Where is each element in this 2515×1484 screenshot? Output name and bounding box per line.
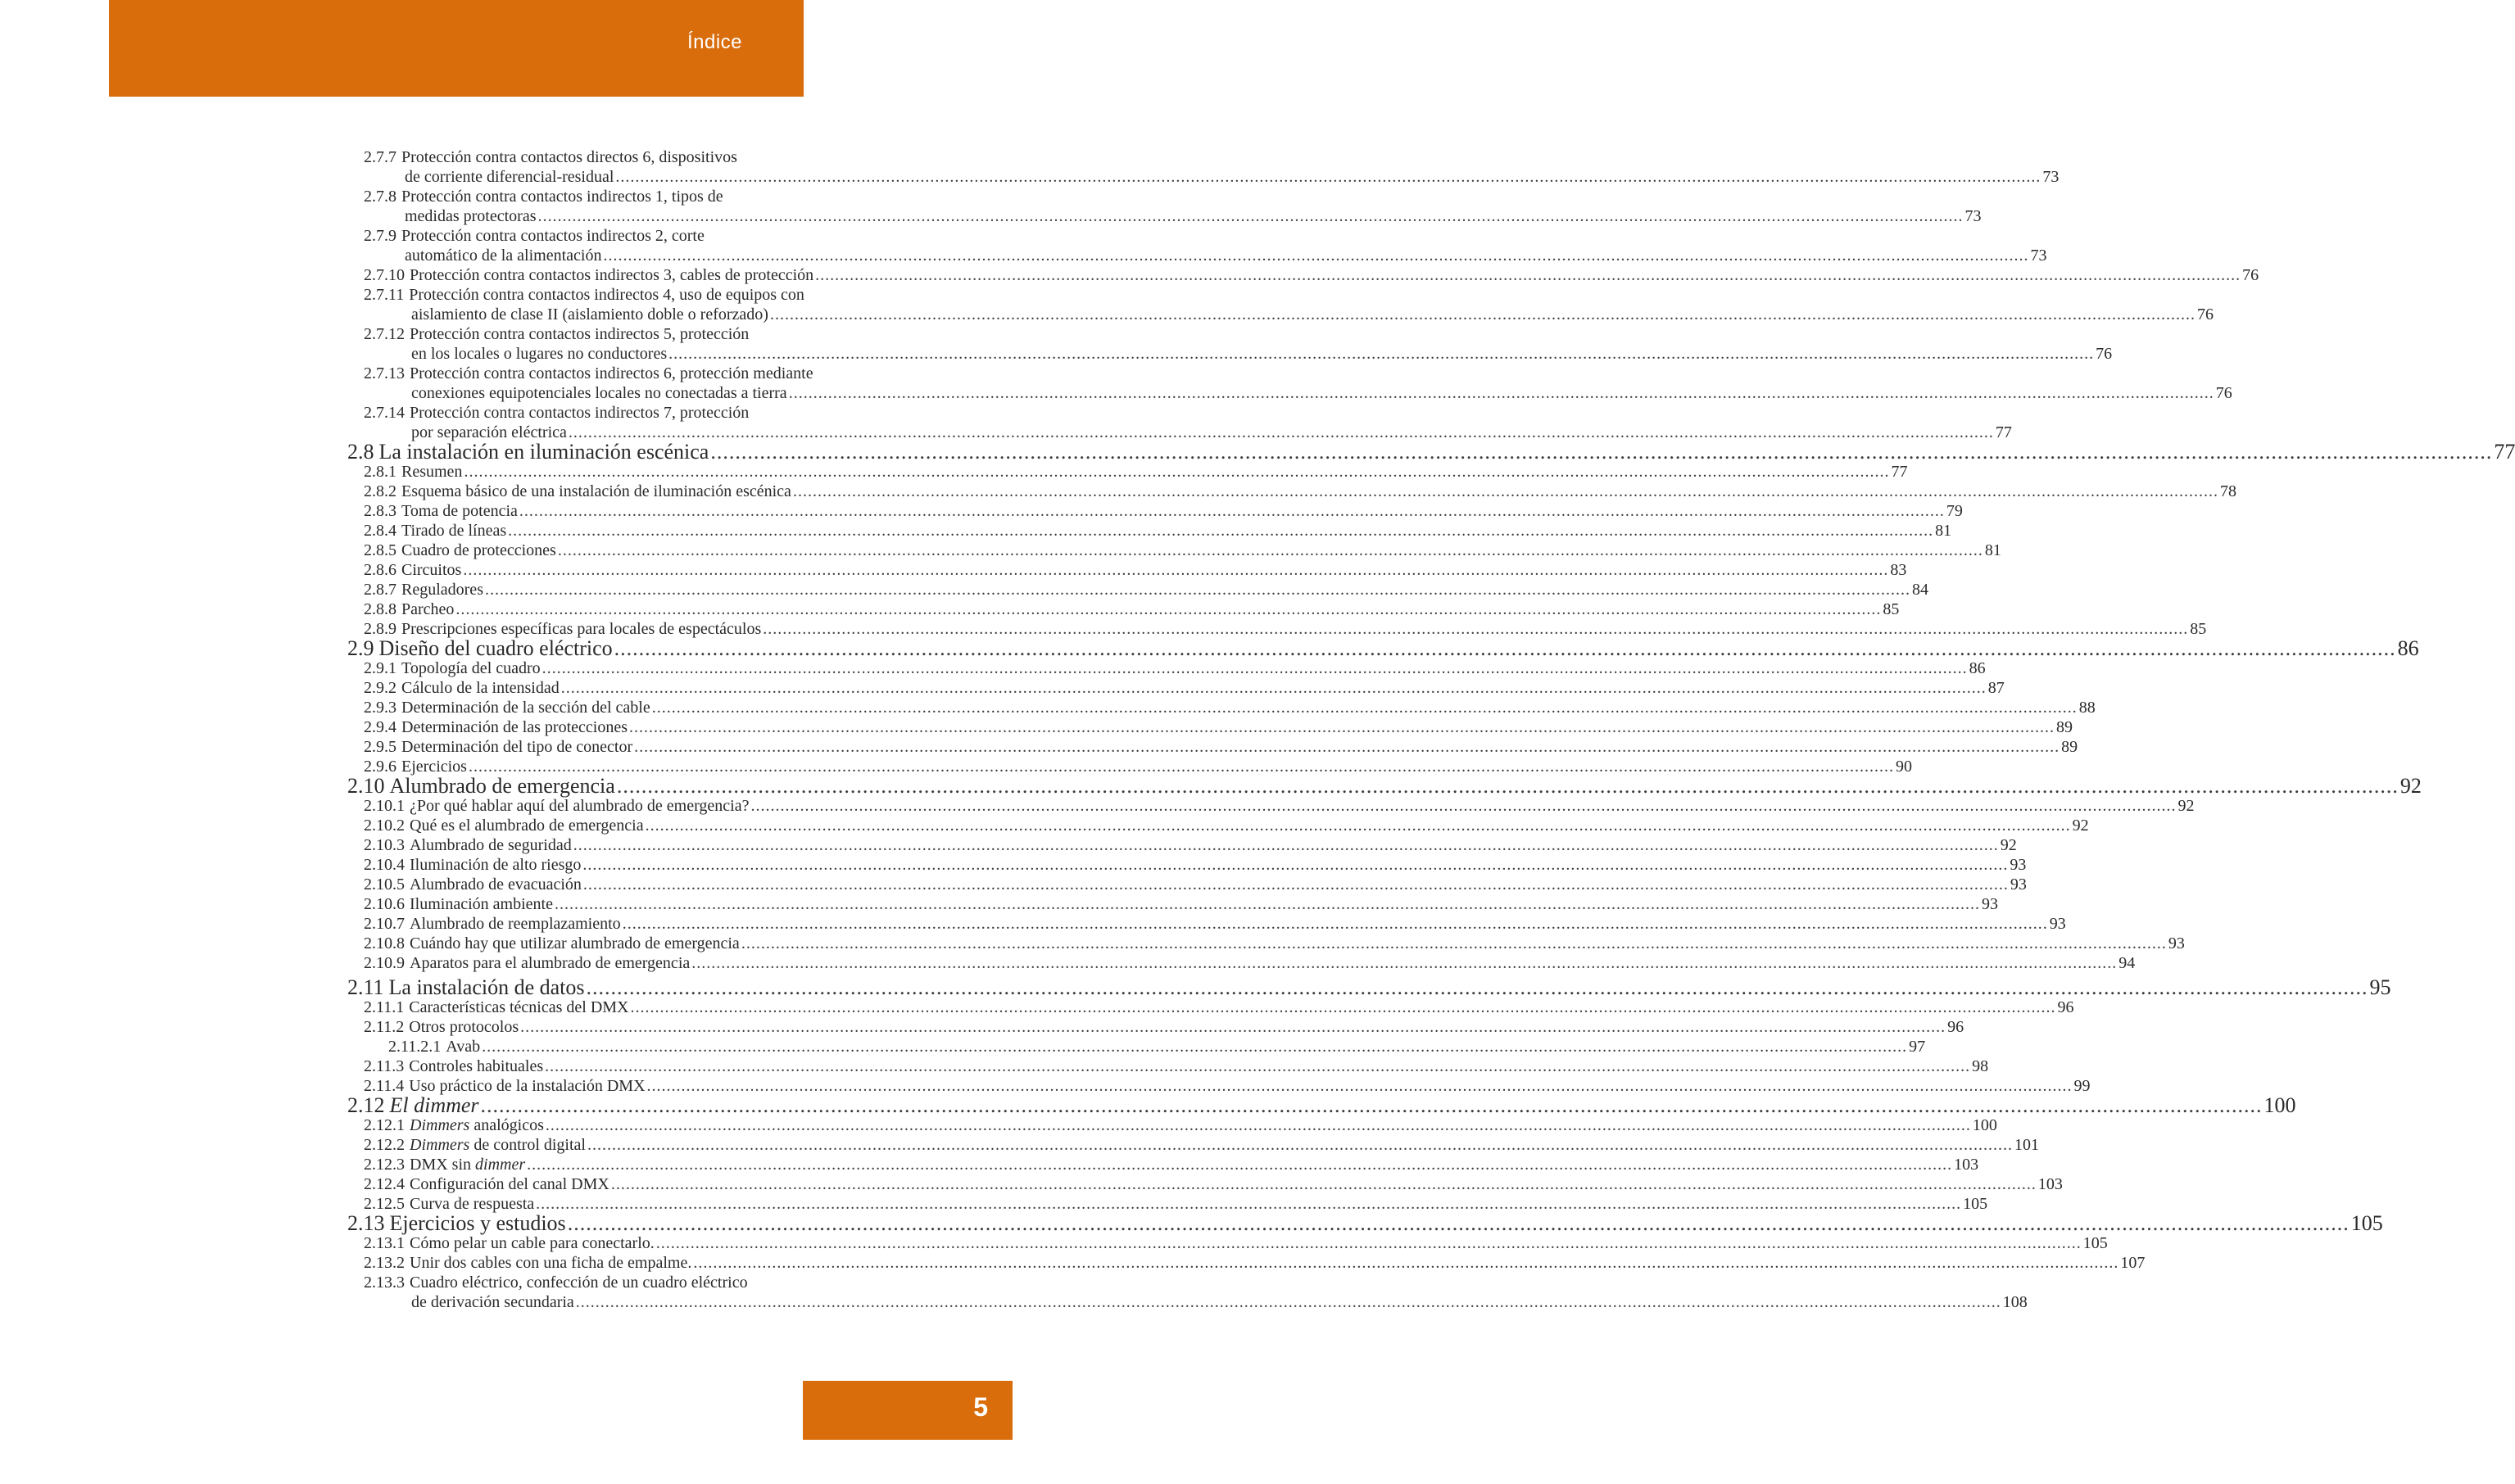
toc-leader-dots [617, 776, 2399, 796]
toc-entry-number: 2.8.8 [364, 600, 397, 618]
toc-entry-page: 97 [1909, 1038, 1926, 1056]
toc-entry-number: 2.8.7 [364, 581, 397, 599]
toc-leader-dots [508, 521, 1933, 541]
toc-entry-title: Protección contra contactos indirectos 7, protección [410, 404, 750, 422]
toc-entry-page: 105 [2350, 1211, 2383, 1235]
toc-entry-continuation[interactable] [346, 305, 2214, 324]
toc-entry-page: 85 [1883, 600, 1900, 618]
toc-entry[interactable] [346, 855, 2027, 875]
toc-entry-number: 2.7.7 [364, 148, 397, 166]
toc-leader-dots [668, 344, 2094, 364]
toc-entry[interactable] [346, 1037, 1926, 1056]
toc-entry-number: 2.10.6 [364, 895, 405, 913]
toc-entry-title: Configuración del canal DMX [410, 1175, 609, 1193]
toc-leader-dots [519, 501, 1945, 521]
toc-entry[interactable] [346, 521, 1952, 541]
toc-entry-page: 73 [2042, 168, 2060, 186]
toc-entry[interactable] [346, 364, 975, 383]
toc-entry-title [410, 1155, 525, 1174]
toc-leader-dots [561, 678, 1987, 698]
toc-entry[interactable] [346, 482, 2236, 501]
toc-entry-page: 77 [2494, 440, 2515, 464]
toc-entry[interactable] [346, 1017, 1964, 1037]
toc-entry-number: 2.8.2 [364, 482, 397, 500]
toc-entry-number: 2.12.3 [364, 1156, 405, 1174]
toc-entry-page: 73 [2030, 247, 2047, 265]
toc-leader-dots [555, 894, 1980, 914]
toc-entry-title-italic: dimmer [475, 1156, 526, 1174]
toc-entry-number: 2.11.3 [364, 1057, 405, 1075]
toc-leader-dots [691, 953, 2117, 973]
toc-entry-title: Parcheo [401, 600, 455, 618]
toc-entry-title: Protección contra contactos directos 6, dispositivos [401, 148, 737, 166]
toc-leader-dots [611, 1174, 2037, 1194]
toc-entry-title: ¿Por qué hablar aquí del alumbrado de emergencia? [410, 797, 750, 815]
toc-leader-dots [545, 1056, 1970, 1076]
toc-entry-title: Cuadro eléctrico, confección de un cuadro eléctrico [410, 1274, 748, 1292]
toc-entry-number: 2.12.4 [364, 1175, 405, 1193]
toc-entry-number: 2.8.4 [364, 522, 397, 540]
toc-entry[interactable] [346, 737, 2078, 757]
toc-entry-title-rest: analógicos [469, 1116, 544, 1134]
toc-leader-dots [741, 934, 2167, 953]
toc-entry-title: Cuadro de protecciones [401, 541, 556, 559]
toc-leader-dots [623, 914, 2048, 934]
toc-entry-page: 101 [2014, 1136, 2039, 1154]
toc-entry-page: 88 [2078, 699, 2096, 717]
toc-entry-number: 2.8.9 [364, 620, 397, 638]
toc-entry[interactable] [346, 462, 1908, 482]
toc-entry-title: Protección contra contactos indirectos 2, corte [401, 227, 705, 245]
toc-leader-dots [750, 796, 2176, 816]
toc-leader-dots [614, 639, 2396, 658]
toc-leader-dots [793, 482, 2218, 501]
toc-entry[interactable] [346, 226, 975, 246]
toc-leader-dots [558, 541, 1983, 560]
toc-entry-number: 2.11.1 [364, 998, 405, 1016]
toc-entry-title-continued: automático de la alimentación [405, 247, 602, 265]
toc-entry-page: 77 [1891, 463, 1908, 481]
toc-entry-title-continued: aislamiento de clase II (aislamiento doble o reforzado) [411, 305, 768, 323]
toc-entry[interactable] [346, 560, 1907, 580]
toc-entry-number: 2.11.2 [364, 1018, 405, 1036]
toc-leader-dots [710, 442, 2492, 462]
toc-entry[interactable] [346, 599, 1900, 619]
toc-entry-number: 2.8 [347, 440, 374, 464]
toc-leader-dots [615, 167, 2041, 187]
toc-entry-title: Determinación del tipo de conector [401, 738, 633, 756]
toc-entry-page: 94 [2118, 954, 2136, 972]
toc-entry-title: Determinación de las protecciones [401, 718, 628, 736]
toc-entry-title-rest: de control digital [469, 1136, 586, 1154]
toc-entry-number: 2.12.5 [364, 1195, 405, 1213]
toc-entry[interactable] [346, 541, 2001, 560]
toc-entry-page: 76 [2242, 266, 2259, 284]
toc-entry-title: Características técnicas del DMX [409, 998, 629, 1016]
toc-entry-number: 2.13.2 [364, 1254, 405, 1272]
toc-entry-number: 2.8.1 [364, 463, 397, 481]
toc-entry-continuation[interactable] [346, 1292, 2028, 1312]
toc-entry-page: 89 [2056, 718, 2073, 736]
page-number-box [803, 1381, 1013, 1440]
toc-entry-number: 2.9.3 [364, 699, 397, 717]
toc-entry[interactable] [346, 774, 2422, 798]
toc-entry-page: 76 [2196, 305, 2214, 323]
toc-entry-title: Alumbrado de emergencia [389, 774, 615, 798]
toc-entry-number: 2.10.4 [364, 856, 405, 874]
toc-leader-dots [629, 717, 2055, 737]
toc-leader-dots [482, 1037, 1907, 1056]
toc-entry[interactable] [346, 698, 2096, 717]
toc-entry-number: 2.7.11 [364, 286, 405, 304]
toc-entry-title: Protección contra contactos indirectos 4, uso de equipos con [409, 286, 804, 304]
toc-entry-page: 90 [1895, 758, 1912, 776]
toc-entry-title-continued: en los locales o lugares no conductores [411, 345, 668, 363]
toc-entry-page: 93 [1981, 895, 1998, 913]
page-number: 5 [973, 1392, 988, 1422]
toc-entry-number: 2.12.2 [364, 1136, 405, 1154]
toc-entry-page: 86 [1969, 659, 1986, 677]
toc-entry[interactable] [346, 636, 2419, 660]
toc-entry-title: Unir dos cables con una ficha de empalme. [410, 1254, 692, 1272]
toc-entry-page: 92 [2177, 797, 2195, 815]
toc-entry[interactable] [346, 1093, 2296, 1117]
toc-leader-dots [652, 698, 2078, 717]
toc-entry-number: 2.7.10 [364, 266, 405, 284]
toc-entry[interactable] [346, 1211, 2383, 1235]
toc-leader-dots [463, 560, 1888, 580]
toc-entry-title: Protección contra contactos indirectos 1, tipos de [401, 188, 723, 206]
toc-entry-title: Ejercicios [401, 758, 467, 776]
toc-leader-dots [546, 1115, 1971, 1135]
toc-entry-continuation[interactable] [346, 344, 2113, 364]
toc-entry-continuation[interactable] [346, 383, 2232, 403]
toc-leader-dots [542, 658, 1968, 678]
toc-entry-number: 2.12 [347, 1093, 385, 1117]
toc-entry[interactable] [346, 717, 2073, 737]
toc-entry[interactable] [346, 580, 1928, 599]
toc-entry-title: Alumbrado de reemplazamiento [410, 915, 621, 933]
toc-entry-page: 92 [2000, 836, 2017, 854]
toc-entry[interactable] [346, 1056, 1989, 1076]
toc-entry-number: 2.13 [347, 1211, 385, 1235]
toc-entry-page: 86 [2397, 636, 2419, 660]
toc-entry-number: 2.8.6 [364, 561, 397, 579]
toc-entry-title: Otros protocolos [409, 1018, 519, 1036]
toc-entry-title: Reguladores [401, 581, 483, 599]
toc-entry-number: 2.9.5 [364, 738, 397, 756]
toc-entry[interactable] [346, 1135, 2039, 1155]
toc-entry[interactable] [346, 678, 2005, 698]
toc-entry[interactable] [346, 796, 2195, 816]
header-bar [109, 0, 804, 97]
toc-entry-title: Curva de respuesta [410, 1195, 535, 1213]
toc-entry-title: Cálculo de la intensidad [401, 679, 560, 697]
toc-leader-dots [568, 1214, 2350, 1233]
toc-leader-dots [587, 978, 2368, 998]
toc-entry[interactable] [346, 1155, 1979, 1174]
toc-leader-dots [634, 737, 2060, 757]
toc-entry-title [410, 1135, 586, 1155]
toc-entry-page: 103 [1954, 1156, 1979, 1174]
toc-entry-title-continued: conexiones equipotenciales locales no conectadas a tierra [411, 384, 787, 402]
toc-entry-number: 2.8.3 [364, 502, 397, 520]
toc-entry-number: 2.10.2 [364, 817, 405, 835]
toc-entry[interactable] [346, 658, 1986, 678]
toc-entry-page: 92 [2072, 817, 2089, 835]
toc-leader-dots [481, 1096, 2263, 1115]
toc-entry-page: 73 [1964, 207, 1982, 225]
toc-entry-number: 2.9 [347, 636, 374, 660]
toc-entry-title: Uso práctico de la instalación DMX [409, 1077, 646, 1095]
toc-entry-page: 87 [1987, 679, 2005, 697]
toc-leader-dots [789, 383, 2214, 403]
toc-entry-number: 2.10.3 [364, 836, 405, 854]
toc-entry-page: 107 [2120, 1254, 2146, 1272]
toc-entry-title: La instalación de datos [388, 975, 585, 999]
toc-entry-title: Iluminación ambiente [410, 895, 553, 913]
toc-entry-title: Resumen [401, 463, 463, 481]
toc-entry[interactable] [346, 975, 2391, 999]
toc-leader-dots [527, 1155, 1952, 1174]
toc-entry-page: 100 [1972, 1116, 1997, 1134]
toc-entry-continuation[interactable] [346, 167, 2060, 187]
toc-entry-page: 93 [2168, 934, 2185, 952]
toc-entry-title: Ejercicios y estudios [389, 1211, 566, 1235]
toc-entry-number: 2.10 [347, 774, 385, 798]
toc-entry-title: Alumbrado de evacuación [410, 875, 582, 894]
toc-entry-page: 89 [2061, 738, 2078, 756]
toc-entry[interactable] [346, 835, 2017, 855]
toc-entry-number: 2.7.13 [364, 364, 405, 382]
toc-entry-number: 2.9.1 [364, 659, 397, 677]
toc-entry-number: 2.12.1 [364, 1116, 405, 1134]
toc-entry-title: Toma de potencia [401, 502, 518, 520]
toc-entry-page: 96 [1947, 1018, 1964, 1036]
toc-entry-page: 83 [1890, 561, 1907, 579]
toc-entry-title: Protección contra contactos indirectos 6, protección mediante [410, 364, 813, 382]
toc-entry-title-italic: Dimmers [410, 1116, 470, 1134]
toc-entry-continuation[interactable] [346, 246, 2047, 265]
toc-entry-number: 2.7.9 [364, 227, 397, 245]
toc-entry-page: 85 [2190, 620, 2207, 638]
toc-entry-number: 2.10.7 [364, 915, 405, 933]
toc-entry-title: Avab [446, 1038, 481, 1056]
toc-leader-dots [583, 875, 2009, 894]
toc-entry-number: 2.7.14 [364, 404, 405, 422]
toc-entry-title: Iluminación de alto riesgo [410, 856, 582, 874]
toc-entry-title: Protección contra contactos indirectos 5, protección [410, 325, 750, 343]
toc-entry-title-continued: de corriente diferencial-residual [405, 168, 614, 186]
toc-entry-title: Diseño del cuadro eléctrico [378, 636, 613, 660]
toc-entry-page: 78 [2219, 482, 2236, 500]
toc-entry-title: Cómo pelar un cable para conectarlo. [410, 1234, 655, 1252]
toc-entry-number: 2.13.3 [364, 1274, 405, 1292]
toc-leader-dots [538, 206, 1964, 226]
toc-entry-page: 93 [2010, 875, 2027, 894]
toc-leader-dots [520, 1017, 1946, 1037]
toc-entry-number: 2.8.5 [364, 541, 397, 559]
toc-entry-page: 77 [1995, 423, 2012, 441]
toc-entry-page: 93 [2010, 856, 2027, 874]
toc-entry-title: Prescripciones específicas para locales de espectáculos [401, 620, 762, 638]
toc-entry[interactable] [346, 285, 975, 305]
toc-entry[interactable] [346, 440, 2515, 464]
toc-entry-page: 81 [1935, 522, 1952, 540]
toc-entry-title: Alumbrado de seguridad [410, 836, 572, 854]
toc-entry[interactable] [346, 1115, 1997, 1135]
toc-entry-page: 76 [2215, 384, 2232, 402]
table-of-contents [346, 147, 2515, 1312]
toc-leader-dots [455, 599, 1881, 619]
toc-entry[interactable] [346, 953, 2136, 973]
toc-entry-page: 92 [2399, 774, 2422, 798]
toc-entry-number: 2.11.2.1 [388, 1038, 442, 1056]
toc-leader-dots [573, 835, 1999, 855]
toc-entry-title: Qué es el alumbrado de emergencia [410, 817, 644, 835]
toc-entry[interactable] [346, 914, 2066, 934]
toc-entry-page: 108 [2002, 1293, 2028, 1311]
toc-entry-number: 2.10.8 [364, 934, 405, 952]
toc-entry-page: 93 [2049, 915, 2066, 933]
toc-entry-title [410, 1115, 544, 1135]
toc-entry[interactable] [346, 1273, 975, 1292]
toc-entry-title: Tirado de líneas [401, 522, 507, 540]
toc-entry-number: 2.9.6 [364, 758, 397, 776]
toc-entry[interactable] [346, 894, 1998, 914]
toc-entry-number: 2.7.8 [364, 188, 397, 206]
toc-entry-number: 2.9.4 [364, 718, 397, 736]
toc-leader-dots [576, 1292, 2001, 1312]
toc-leader-dots [631, 998, 2056, 1017]
toc-entry-title: La instalación en iluminación escénica [378, 440, 709, 464]
toc-entry-page: 105 [2082, 1234, 2108, 1252]
toc-entry-page: 81 [1984, 541, 2001, 559]
toc-entry-title-continued: de derivación secundaria [411, 1293, 574, 1311]
toc-leader-dots [587, 1135, 2013, 1155]
toc-entry-number: 2.10.5 [364, 875, 405, 894]
page-title: Índice [687, 31, 742, 53]
toc-entry[interactable] [346, 324, 975, 344]
toc-entry[interactable] [346, 1174, 2063, 1194]
toc-entry-number: 2.13.1 [364, 1234, 405, 1252]
toc-entry[interactable] [346, 875, 2027, 894]
toc-entry-title: El dimmer [389, 1093, 479, 1117]
toc-entry-title: Determinación de la sección del cable [401, 699, 650, 717]
toc-leader-dots [603, 246, 2028, 265]
toc-entry-page: 98 [1972, 1057, 1989, 1075]
toc-entry[interactable] [346, 501, 1963, 521]
toc-leader-dots [656, 1233, 2082, 1253]
toc-entry-page: 76 [2096, 345, 2113, 363]
toc-entry[interactable] [346, 1253, 2146, 1273]
toc-entry-page: 103 [2037, 1175, 2063, 1193]
toc-entry-title-italic: Dimmers [410, 1136, 470, 1154]
toc-entry[interactable] [346, 265, 2259, 285]
toc-entry-number: 2.7.12 [364, 325, 405, 343]
toc-leader-dots [485, 580, 1910, 599]
toc-entry[interactable] [346, 816, 2089, 835]
toc-entry-title-continued: por separación eléctrica [411, 423, 567, 441]
toc-leader-dots [693, 1253, 2118, 1273]
toc-entry-number: 2.9.2 [364, 679, 397, 697]
toc-entry-title: Esquema básico de una instalación de iluminación escénica [401, 482, 791, 500]
toc-entry-title: Protección contra contactos indirectos 3, cables de protección [410, 266, 814, 284]
toc-entry-continuation[interactable] [346, 206, 1982, 226]
toc-entry[interactable] [346, 998, 2074, 1017]
toc-entry-page: 96 [2057, 998, 2074, 1016]
toc-entry[interactable] [346, 147, 975, 167]
toc-entry-page: 100 [2264, 1093, 2296, 1117]
toc-entry[interactable] [346, 403, 975, 423]
toc-entry-page: 105 [1963, 1195, 1988, 1213]
toc-entry-number: 2.11 [347, 975, 384, 999]
toc-entry-title: Controles habituales [409, 1057, 544, 1075]
toc-leader-dots [770, 305, 2196, 324]
toc-entry-page: 95 [2369, 975, 2391, 999]
toc-entry[interactable] [346, 187, 975, 206]
toc-leader-dots [464, 462, 1889, 482]
toc-entry-page: 79 [1946, 502, 1963, 520]
toc-entry-page: 84 [1911, 581, 1928, 599]
toc-entry-title: Aparatos para el alumbrado de emergencia [410, 954, 691, 972]
toc-entry-number: 2.11.4 [364, 1077, 405, 1095]
toc-entry[interactable] [346, 934, 2185, 953]
toc-entry-title: Cuándo hay que utilizar alumbrado de emergencia [410, 934, 740, 952]
toc-entry-title: Circuitos [401, 561, 462, 579]
toc-entry[interactable] [346, 1233, 2108, 1253]
toc-entry-page: 99 [2073, 1077, 2091, 1095]
toc-entry-title-continued: medidas protectoras [405, 207, 537, 225]
toc-leader-dots [815, 265, 2241, 285]
toc-leader-dots [582, 855, 2008, 875]
toc-leader-dots [646, 816, 2071, 835]
toc-entry-number: 2.10.9 [364, 954, 405, 972]
toc-entry-title-rest: DMX sin [410, 1156, 476, 1174]
toc-entry-number: 2.10.1 [364, 797, 405, 815]
toc-entry-title: Topología del cuadro [401, 659, 541, 677]
